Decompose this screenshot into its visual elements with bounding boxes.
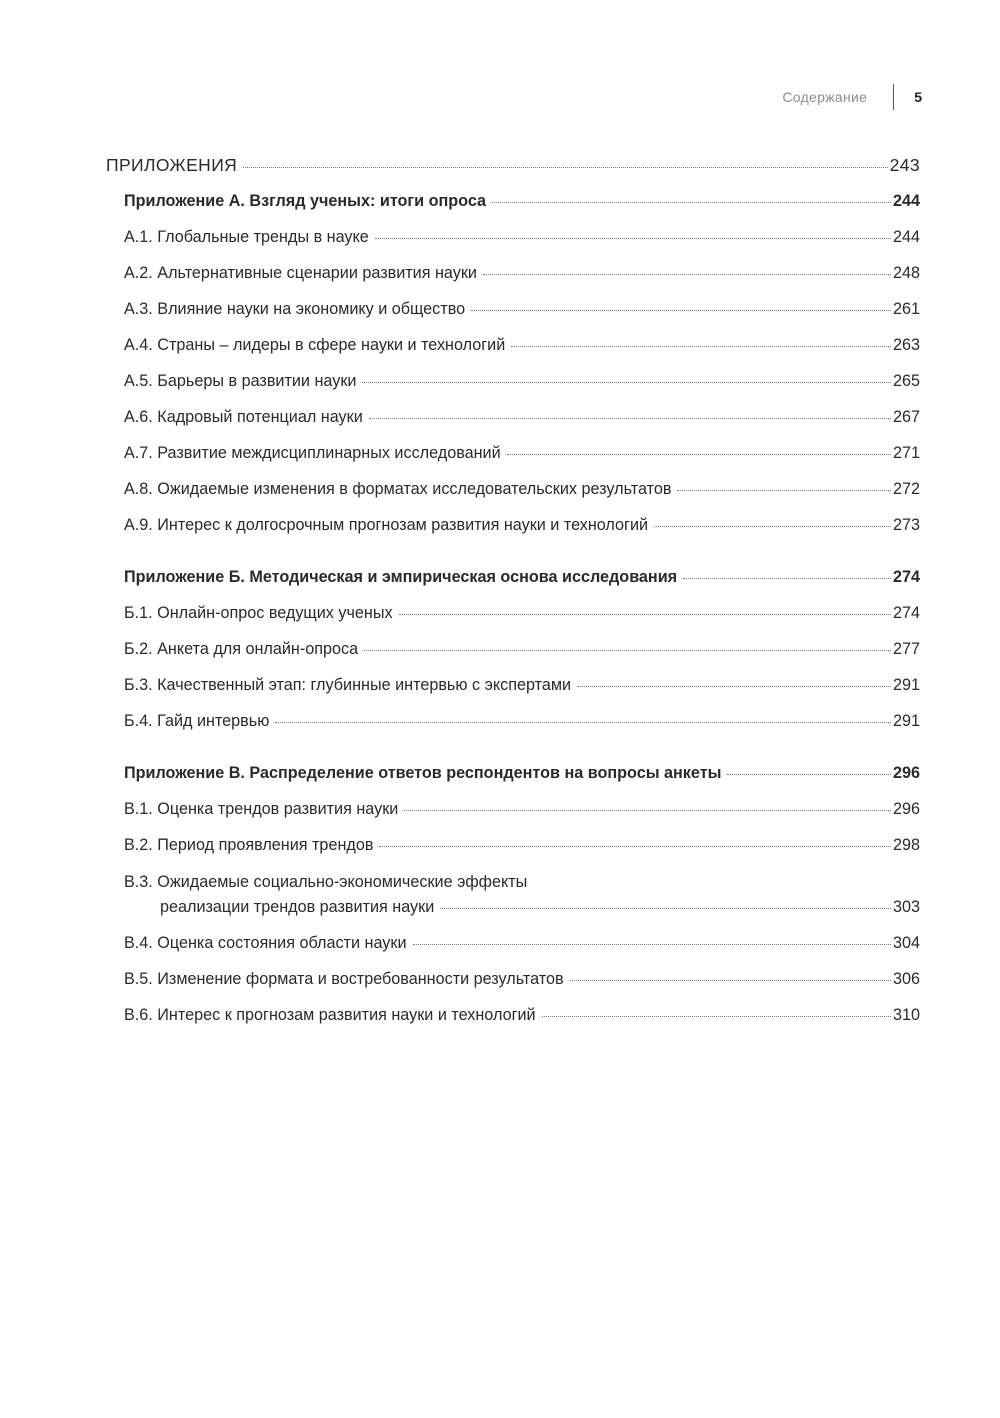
toc-entry-page: 267 bbox=[892, 408, 920, 426]
toc-entry-page: 274 bbox=[892, 568, 920, 586]
toc-entry-b2[interactable] bbox=[124, 638, 920, 660]
dot-leader bbox=[542, 1015, 891, 1017]
toc-entry-b3[interactable] bbox=[124, 674, 920, 696]
toc-entry-page: 261 bbox=[892, 300, 920, 318]
toc-entry-page: 271 bbox=[892, 444, 920, 462]
dot-leader bbox=[369, 417, 891, 419]
toc-entry-page: 306 bbox=[892, 970, 920, 988]
toc-entry-label: А.7. Развитие междисциплинарных исследований bbox=[124, 444, 501, 462]
toc-entry-appendix-b[interactable] bbox=[124, 566, 920, 588]
toc-entry-label: Б.3. Качественный этап: глубинные интервью с экспертами bbox=[124, 676, 572, 694]
toc-entry-page: 303 bbox=[892, 898, 920, 916]
toc-entry-page: 272 bbox=[892, 480, 920, 498]
toc-entry-appendix-a[interactable] bbox=[124, 190, 920, 212]
dot-leader bbox=[483, 273, 891, 275]
toc-entry-a1[interactable] bbox=[124, 226, 920, 248]
toc-entry-page: 291 bbox=[892, 676, 920, 694]
dot-leader bbox=[399, 613, 891, 615]
running-header bbox=[782, 84, 922, 110]
toc-entry-label: А.9. Интерес к долгосрочным прогнозам развития науки и технологий bbox=[124, 516, 649, 534]
toc-entry-page: 298 bbox=[892, 836, 920, 854]
toc-entry-label: ПРИЛОЖЕНИЯ bbox=[106, 155, 238, 175]
dot-leader bbox=[492, 201, 891, 203]
toc-entry-page: 244 bbox=[892, 192, 920, 210]
dot-leader bbox=[654, 525, 891, 527]
toc-entry-v5[interactable] bbox=[124, 968, 920, 990]
dot-leader bbox=[404, 809, 891, 811]
dot-leader bbox=[362, 381, 891, 383]
toc-entry-label: В.2. Период проявления трендов bbox=[124, 836, 374, 854]
dot-leader bbox=[507, 453, 891, 455]
toc-entry-label: А.4. Страны – лидеры в сфере науки и технологий bbox=[124, 336, 506, 354]
toc-entry-label: А.2. Альтернативные сценарии развития науки bbox=[124, 264, 477, 282]
dot-leader bbox=[364, 649, 891, 651]
toc-entry-page: 274 bbox=[892, 604, 920, 622]
dot-leader bbox=[683, 577, 891, 579]
toc-entry-label-continuation: реализации трендов развития науки bbox=[160, 898, 435, 916]
toc-entry-v1[interactable] bbox=[124, 798, 920, 820]
dot-leader bbox=[375, 237, 891, 239]
toc-entry-label: А.6. Кадровый потенциал науки bbox=[124, 408, 363, 426]
toc-entry-label: Б.2. Анкета для онлайн-опроса bbox=[124, 640, 359, 658]
toc-entry-label: А.3. Влияние науки на экономику и общество bbox=[124, 300, 466, 318]
toc-entry-v4[interactable] bbox=[124, 932, 920, 954]
toc-entry-label: Приложение Б. Методическая и эмпирическая основа исследования bbox=[124, 568, 678, 586]
dot-leader bbox=[511, 345, 891, 347]
toc-entry-page: 296 bbox=[892, 800, 920, 818]
toc-entry-label: В.6. Интерес к прогнозам развития науки и технологий bbox=[124, 1006, 536, 1024]
toc-entry-appendix-v[interactable] bbox=[124, 762, 920, 784]
dot-leader bbox=[275, 721, 891, 723]
toc-entry-v6[interactable] bbox=[124, 1004, 920, 1026]
dot-leader bbox=[471, 309, 891, 311]
toc-entry-a4[interactable] bbox=[124, 334, 920, 356]
section-title: Содержание bbox=[782, 89, 868, 105]
dot-leader bbox=[577, 685, 891, 687]
toc-entry-v3-first-line[interactable] bbox=[124, 871, 920, 893]
toc-entry-b1[interactable] bbox=[124, 602, 920, 624]
dot-leader bbox=[677, 489, 891, 491]
toc-entry-label: В.4. Оценка состояния области науки bbox=[124, 934, 407, 952]
toc-entry-page: 263 bbox=[892, 336, 920, 354]
page-number: 5 bbox=[914, 89, 922, 105]
toc-entry-a2[interactable] bbox=[124, 262, 920, 284]
toc-entry-label: А.5. Барьеры в развитии науки bbox=[124, 372, 357, 390]
toc-entry-label: В.1. Оценка трендов развития науки bbox=[124, 800, 399, 818]
toc-entry-v2[interactable] bbox=[124, 834, 920, 856]
toc-entry-a3[interactable] bbox=[124, 298, 920, 320]
dot-leader bbox=[243, 166, 887, 168]
toc-entry-label: Приложение В. Распределение ответов респондентов на вопросы анкеты bbox=[124, 764, 722, 782]
toc-entry-v3[interactable] bbox=[160, 896, 920, 918]
toc-entry-a8[interactable] bbox=[124, 478, 920, 500]
toc-entry-label: Приложение А. Взгляд ученых: итоги опроса bbox=[124, 192, 487, 210]
toc-entry-page: 304 bbox=[892, 934, 920, 952]
toc-entry-label: В.3. Ожидаемые социально-экономические эффекты bbox=[124, 873, 528, 891]
toc-entry-page: 310 bbox=[892, 1006, 920, 1024]
toc-entry-page: 248 bbox=[892, 264, 920, 282]
dot-leader bbox=[570, 979, 891, 981]
toc-entry-label: Б.1. Онлайн-опрос ведущих ученых bbox=[124, 604, 393, 622]
toc-entry-label: В.5. Изменение формата и востребованности результатов bbox=[124, 970, 564, 988]
toc-entry-label: А.8. Ожидаемые изменения в форматах исследовательских результатов bbox=[124, 480, 672, 498]
toc-entry-page: 265 bbox=[892, 372, 920, 390]
toc-entry-page: 244 bbox=[892, 228, 920, 246]
toc-entry-label: Б.4. Гайд интервью bbox=[124, 712, 270, 730]
dot-leader bbox=[413, 943, 891, 945]
toc-entry-page: 277 bbox=[892, 640, 920, 658]
toc-entry-b4[interactable] bbox=[124, 710, 920, 732]
header-divider bbox=[893, 84, 894, 110]
toc-entry-a5[interactable] bbox=[124, 370, 920, 392]
toc-entry-a7[interactable] bbox=[124, 442, 920, 464]
toc-entry-label: А.1. Глобальные тренды в науке bbox=[124, 228, 369, 246]
toc-entry-page: 243 bbox=[889, 155, 920, 175]
toc-entry-page: 296 bbox=[892, 764, 920, 782]
dot-leader bbox=[727, 773, 891, 775]
toc-entry-a9[interactable] bbox=[124, 514, 920, 536]
toc-entry-page: 291 bbox=[892, 712, 920, 730]
toc-entry-appendices[interactable] bbox=[106, 154, 920, 176]
dot-leader bbox=[440, 907, 891, 909]
dot-leader bbox=[379, 845, 891, 847]
toc-entry-a6[interactable] bbox=[124, 406, 920, 428]
toc-entry-page: 273 bbox=[892, 516, 920, 534]
